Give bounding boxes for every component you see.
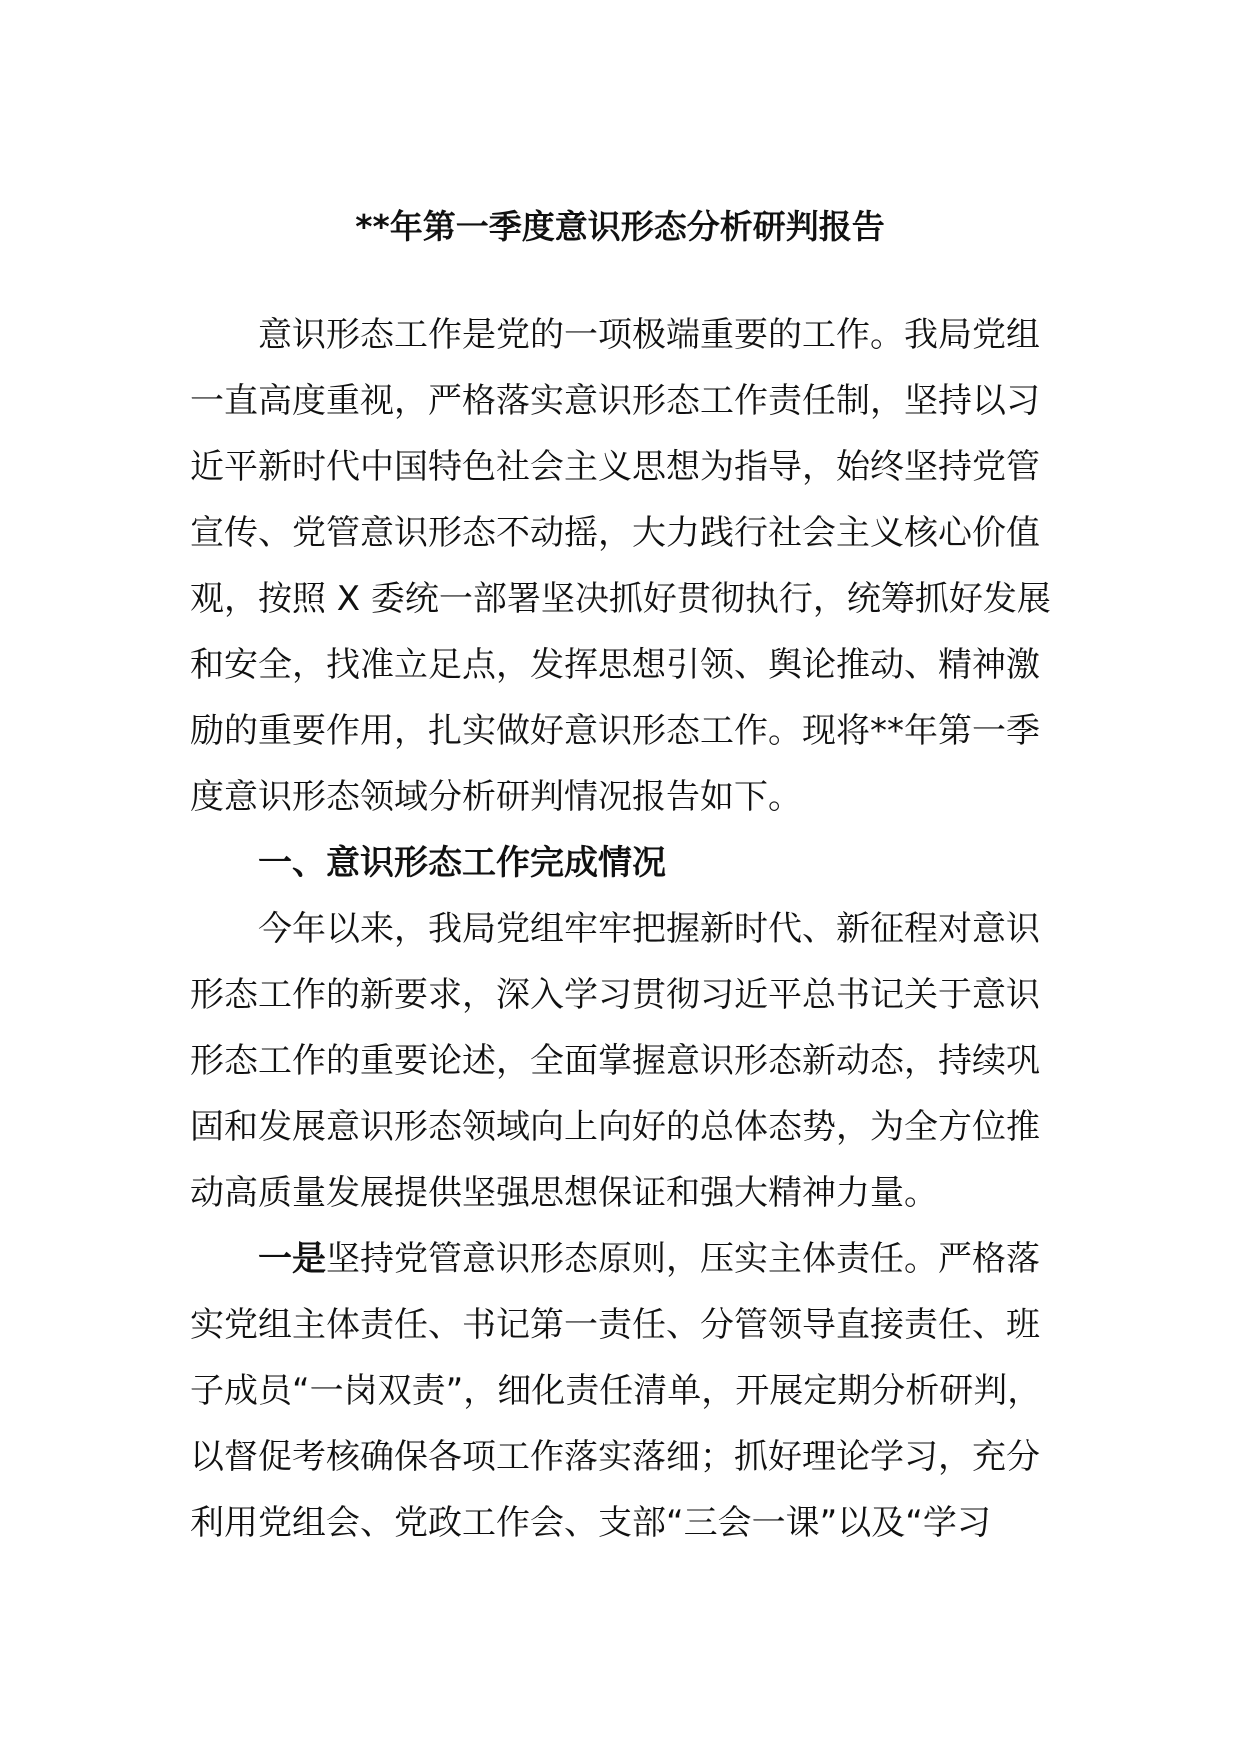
document-body xyxy=(190,302,1051,1556)
point-lead: 一是 xyxy=(258,1239,326,1279)
intro-paragraph-line: 观，按照 X 委统一部署坚决抓好贯彻执行，统筹抓好发展 xyxy=(190,579,1051,619)
point-paragraph-first-line xyxy=(190,1226,1040,1292)
intro-paragraph-line: 和安全，找准立足点，发挥思想引领、舆论推动、精神激 xyxy=(190,645,1040,685)
intro-paragraph-line: 一直高度重视，严格落实意识形态工作责任制，坚持以习 xyxy=(190,381,1040,421)
section-paragraph-line: 今年以来，我局党组牢牢把握新时代、新征程对意识 xyxy=(258,909,1040,949)
point-paragraph-line: 以督促考核确保各项工作落实落细；抓好理论学习，充分 xyxy=(190,1437,1040,1477)
section-heading: 一、意识形态工作完成情况 xyxy=(258,843,666,883)
intro-paragraph-line: 近平新时代中国特色社会主义思想为指导，始终坚持党管 xyxy=(190,447,1040,487)
document-title: **年第一季度意识形态分析研判报告 xyxy=(355,207,885,246)
intro-paragraph-line: 励的重要作用，扎实做好意识形态工作。现将**年第一季 xyxy=(190,711,1040,751)
point-paragraph-line: 子成员“一岗双责”，细化责任清单，开展定期分析研判， xyxy=(190,1371,1042,1411)
point-first-line-text: 坚持党管意识形态原则，压实主体责任。严格落 xyxy=(326,1239,1040,1279)
section-paragraph-line: 动高质量发展提供坚强思想保证和强大精神力量。 xyxy=(190,1173,938,1213)
section-paragraph-line: 固和发展意识形态领域向上向好的总体态势，为全方位推 xyxy=(190,1107,1040,1147)
point-paragraph-line: 利用党组会、党政工作会、支部“三会一课”以及“学习 xyxy=(190,1503,991,1543)
point-paragraph-line: 实党组主体责任、书记第一责任、分管领导直接责任、班 xyxy=(190,1305,1040,1345)
section-paragraph-line: 形态工作的重要论述，全面掌握意识形态新动态，持续巩 xyxy=(190,1041,1040,1081)
section-paragraph-line: 形态工作的新要求，深入学习贯彻习近平总书记关于意识 xyxy=(190,975,1040,1015)
intro-paragraph-line: 宣传、党管意识形态不动摇，大力践行社会主义核心价值 xyxy=(190,513,1040,553)
intro-paragraph-line: 意识形态工作是党的一项极端重要的工作。我局党组 xyxy=(258,315,1040,355)
intro-paragraph-line: 度意识形态领域分析研判情况报告如下。 xyxy=(190,777,802,817)
